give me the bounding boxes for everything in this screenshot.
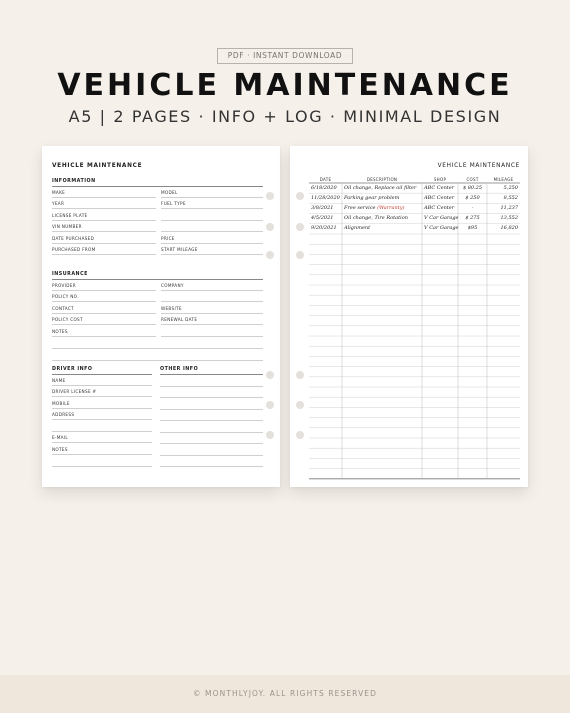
form-field (52, 325, 156, 337)
field-label: MOBILE (52, 400, 70, 406)
form-field (161, 198, 263, 210)
column-header: SHOP (433, 177, 447, 182)
note-line (160, 443, 263, 444)
entry-date: 3/8/2021 (311, 204, 334, 211)
form-field (161, 186, 263, 198)
field-label: WEBSITE (161, 305, 182, 311)
field-label: DATE PURCHASED (52, 235, 95, 241)
field-label: RENEWAL DATE (161, 317, 198, 322)
entry-shop: ABC Center (424, 194, 455, 201)
other-info-heading: OTHER INFO (160, 367, 199, 372)
field-label: PRICE (161, 235, 175, 241)
binder-hole (296, 192, 304, 200)
column-header: DATE (319, 177, 332, 182)
column-header: DESCRIPTION (366, 177, 398, 182)
entry-description (344, 205, 404, 211)
entry-mileage: 8,552 (503, 194, 518, 201)
entry-cost: - (471, 204, 474, 211)
form-field (161, 209, 263, 221)
entry-shop: ABC Center (424, 184, 455, 191)
entry-description (344, 215, 408, 221)
description-text: Parking gear problem (344, 194, 400, 201)
field-label: MODEL (161, 189, 178, 195)
section-divider (160, 374, 263, 375)
entry-description (344, 195, 399, 201)
insurance-heading: INSURANCE (52, 272, 88, 277)
entry-shop: ABC Center (424, 204, 455, 211)
form-field (52, 291, 156, 303)
description-text: Oil change, Replace oil filter (344, 184, 417, 191)
column-header: MILEAGE (493, 177, 514, 182)
field-label: PROVIDER (52, 282, 76, 288)
field-label: NOTES (52, 446, 68, 452)
field-label: DRIVER LICENSE # (52, 389, 97, 394)
entry-mileage: 5,250 (503, 184, 518, 191)
page-title: VEHICLE MAINTENANCE (437, 163, 520, 169)
form-field (52, 209, 156, 221)
form-field (52, 374, 152, 386)
field-label: FUEL TYPE (161, 201, 186, 206)
field-label: COMPANY (161, 282, 184, 288)
note-line (52, 348, 263, 349)
entry-mileage: 13,552 (500, 215, 518, 222)
entry-shop: V Car Garage (424, 215, 459, 222)
note-line (160, 409, 263, 410)
note-line (160, 455, 263, 456)
form-field (52, 244, 156, 256)
form-field (161, 314, 263, 326)
entry-date: 11/28/2020 (311, 194, 340, 201)
field-label: PURCHASED FROM (52, 247, 96, 252)
note-line (160, 432, 263, 433)
note-line (52, 466, 152, 467)
form-field (52, 302, 156, 314)
form-field (161, 291, 263, 303)
form-field (52, 279, 156, 291)
entry-date: 4/5/2021 (311, 215, 334, 222)
note-line (160, 397, 263, 398)
entry-description (344, 185, 416, 191)
binder-hole (296, 371, 304, 379)
field-label: LICENSE PLATE (52, 212, 88, 218)
driver-info-heading: DRIVER INFO (52, 367, 93, 372)
entry-cost: $ 250 (465, 194, 480, 201)
warranty-note: (Warranty) (377, 204, 405, 211)
field-label: NAME (52, 377, 66, 383)
field-label: CONTACT (52, 305, 74, 311)
binder-hole (266, 251, 274, 259)
entry-shop: V Car Garage (424, 225, 459, 232)
form-field (52, 186, 156, 198)
product-subtitle: A5 | 2 PAGES · INFO + LOG · MINIMAL DESIGN (68, 107, 502, 126)
entry-date: 6/18/2020 (311, 184, 337, 191)
form-field (52, 221, 156, 233)
product-title: VEHICLE MAINTENANCE (57, 68, 513, 103)
format-badge: PDF · INSTANT DOWNLOAD (217, 48, 353, 64)
entry-date: 9/20/2021 (311, 225, 337, 232)
binder-hole (296, 431, 304, 439)
entry-description (344, 225, 370, 231)
binder-hole (266, 192, 274, 200)
binder-hole (266, 401, 274, 409)
binder-hole (296, 401, 304, 409)
form-field (52, 420, 152, 432)
entry-mileage: 11,237 (500, 204, 518, 211)
form-field (52, 443, 152, 455)
description-text: Oil change, Tire Rotation (344, 215, 408, 222)
field-label: YEAR (52, 201, 65, 206)
field-label: POLICY COST (52, 317, 83, 322)
field-label: E-MAIL (52, 435, 69, 440)
binder-hole (296, 223, 304, 231)
info-page (42, 146, 280, 487)
note-line (160, 386, 263, 387)
form-field (161, 302, 263, 314)
copyright-footer: © MONTHLYJOY. ALL RIGHTS RESERVED (0, 675, 570, 713)
form-field (161, 244, 263, 256)
form-field (161, 325, 263, 337)
form-field (52, 432, 152, 444)
form-field (161, 232, 263, 244)
binder-hole (266, 431, 274, 439)
description-text: Alignment (344, 225, 371, 232)
form-field (52, 386, 152, 398)
form-field (52, 198, 156, 210)
field-label: ADDRESS (52, 412, 75, 417)
field-label: MAKE (52, 189, 66, 195)
binder-hole (296, 251, 304, 259)
entry-cost: $95 (467, 225, 478, 232)
page-title: VEHICLE MAINTENANCE (52, 163, 143, 169)
log-page (290, 146, 528, 487)
form-field (161, 279, 263, 291)
entry-mileage: 16,820 (500, 225, 518, 232)
note-line (160, 420, 263, 421)
binder-hole (266, 371, 274, 379)
field-label: POLICY NO. (52, 294, 79, 299)
column-header: COST (466, 177, 479, 182)
note-line (52, 360, 263, 361)
note-line (160, 466, 263, 467)
form-field (52, 409, 152, 421)
binder-hole (266, 223, 274, 231)
field-label: START MILEAGE (161, 247, 198, 252)
field-label: VIN NUMBER (52, 224, 82, 229)
form-field (52, 314, 156, 326)
information-heading: INFORMATION (52, 179, 96, 184)
entry-cost: $ 80.25 (462, 184, 483, 191)
description-text: Free service (344, 204, 376, 211)
form-field (52, 397, 152, 409)
form-field (52, 232, 156, 244)
field-label: NOTES (52, 328, 68, 334)
form-field (161, 221, 263, 233)
entry-cost: $ 275 (465, 215, 480, 222)
